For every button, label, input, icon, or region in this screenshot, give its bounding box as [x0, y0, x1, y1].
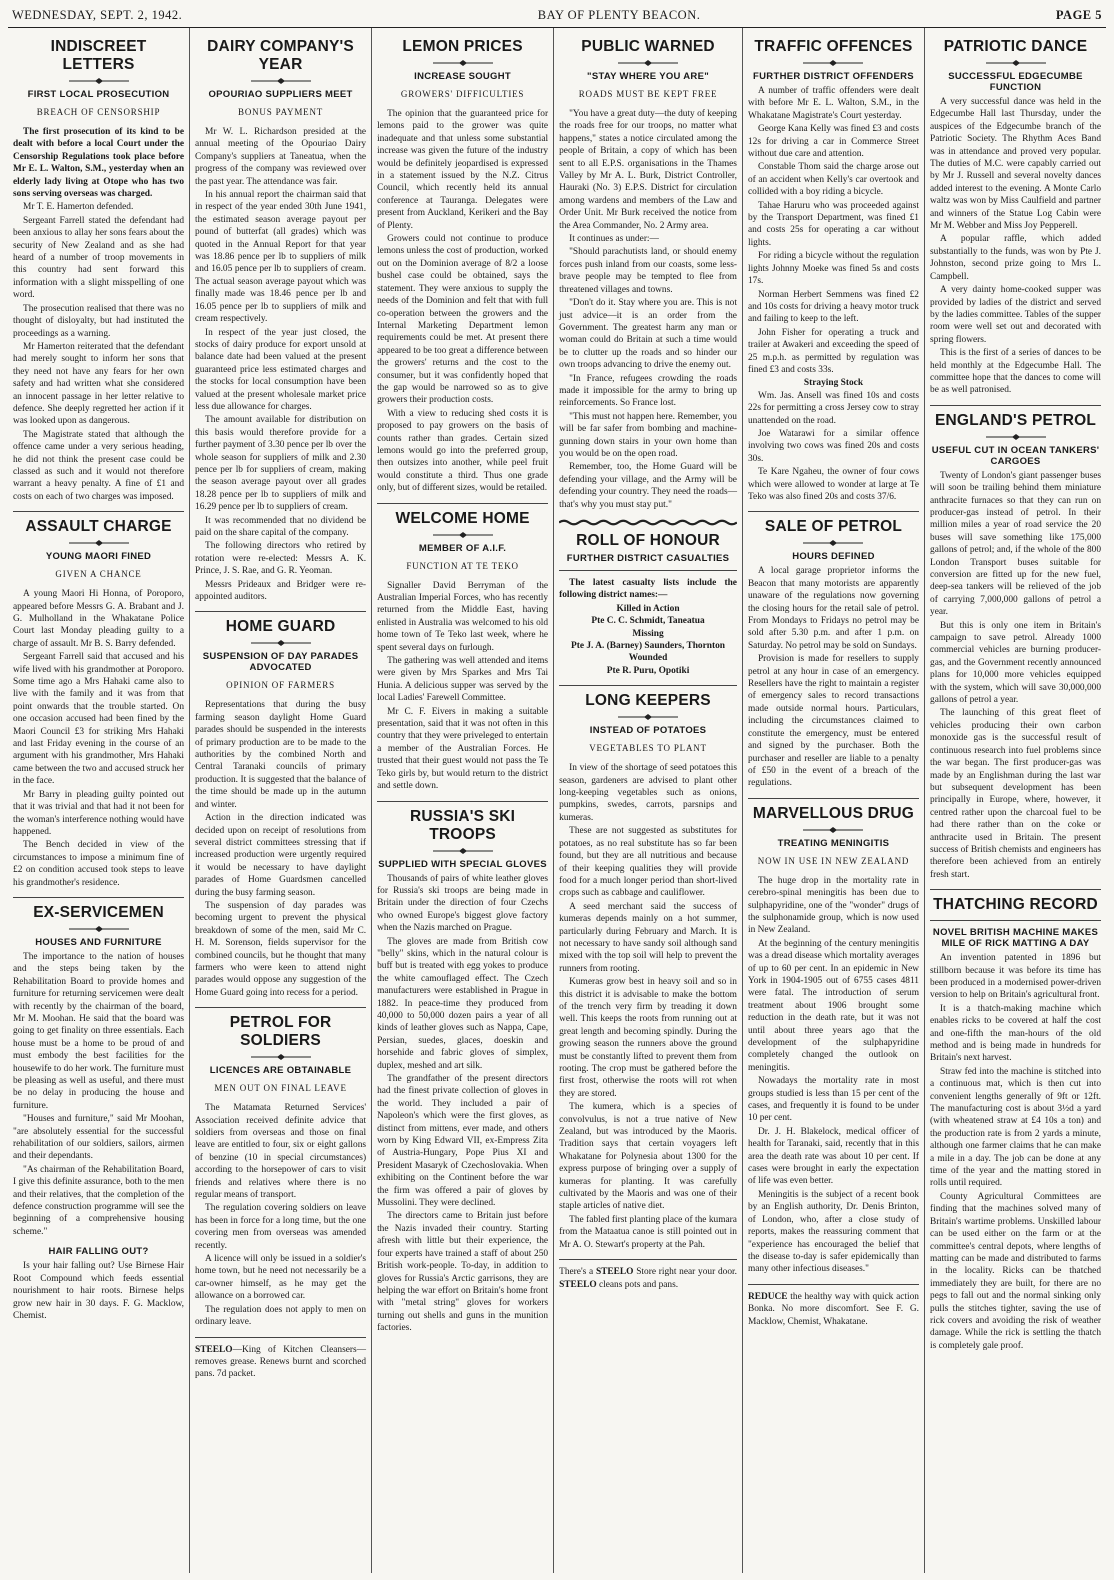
ornament-divider: [618, 60, 678, 66]
casualty-category: Killed in Action: [616, 603, 680, 614]
paragraph: Twenty of London's giant passenger buses will soon be trailing behind them miniature anthracite furnaces so that they can run on producer-gas instead of petrol. In their million miles a year of road service the 20 buses will save something like 175,000 gallons of petrol; and, if the whole of the 800 London Transport buses suitable for conversion are fitted up for the new fuel, deep-sea tankers will be relieved of the job of carrying 7,000,000 gallons of petrol a year.: [930, 470, 1102, 618]
paragraph: A seed merchant said the success of kumeras depends mainly on a hot summer, particularly during February and March. It is not necessary to have sandy soil although sand mixed with the top soil will help to prevent the runners from rooting.: [559, 901, 737, 974]
paragraph: Nowadays the mortality rate in most groups studied is less than 15 per cent of the cases, and frequently it is found to be under 10 per cent.: [747, 1076, 919, 1124]
subheadline-secondary: GROWERS' DIFFICULTIES: [400, 89, 525, 99]
paragraph: "In France, refugees crowding the roads made it impossible for the army to bring up reinforcements. So France lost.: [559, 373, 737, 409]
paragraph: The suspension of day parades was becoming urgent to prevent the physical breakdown of some of the men, said Mr C. H. M. Sorenson, fields supervisor for the combined councils, but he thought that many farmers who were keen to attend night parades would oppose any suggestion of the Home Guard going into recess for a period.: [195, 900, 367, 998]
page-number: PAGE 5: [1055, 7, 1102, 22]
paragraph: With a view to reducing shed costs it is proposed to pay growers on the basis of counts rather than grades. Certain sized lemons would go into the preferred group, then outsizes into another, while peel fruit would constitute a third. Thus one grade only, but of different sizes, would be retailed.: [377, 408, 549, 494]
subheadline: HOUSES AND FURNITURE: [35, 936, 162, 948]
advert-brand: STEELO: [195, 1344, 233, 1355]
paragraph: The importance to the nation of houses and the steps being taken by the Rehabilitation Board to provide homes and furniture for returning servicemen were dealt with recently by the chairman of the board, Mr M. Moohan. He said that the board was going to get finality on three essentials. Each house must be a home to be proud of and must embody the best facilities for the housewife to do her work. The furniture must be pleasing as well as useful, and there must be no delay in producing the house and furniture.: [13, 951, 185, 1111]
paragraph: Constable Thom said the charge arose out of an accident when Kelly's car overtook and collided with a boy riding a bicycle.: [747, 162, 919, 198]
headline: ROLL OF HONOUR: [576, 532, 720, 549]
column-rule: [377, 503, 548, 504]
advert-hair-falling-out: [13, 1246, 184, 1322]
column-rule: [195, 1007, 366, 1008]
headline: WELCOME HOME: [395, 509, 530, 527]
ornament-divider: [803, 540, 863, 546]
issue-date: WEDNESDAY, SEPT. 2, 1942.: [12, 7, 183, 22]
subheadline: SUPPLIED WITH SPECIAL GLOVES: [378, 858, 547, 870]
headline: PUBLIC WARNED: [581, 38, 715, 55]
paragraph: "As chairman of the Rehabilitation Board, I give this definite assurance, both to the men and their relatives, that the completion of the defence construction programme will see the beginning of a comprehensive housing scheme.": [13, 1164, 185, 1237]
advert-brand: STEELO: [559, 1279, 597, 1290]
paragraph: A very dainty home-cooked supper was provided by ladies of the district and served by the ladies committee. Tables of the supper room were well set out and decorated with spring flowers.: [930, 285, 1102, 345]
paragraph: A licence will only be issued in a soldier's home town, but he need not necessarily be a car-owner himself, as he may get the allowance on a borrowed car.: [195, 1254, 367, 1302]
paragraph: Sergeant Farrell said that accused and his wife lived with his grandmother at Poroporo. Some time ago a Mrs Hahaki came also to live with the family and it was from that point onwards that the trouble started. On one occasion accused had been fined by the Maori Council £3 for striking Mrs Hahaki and last Friday evening in the course of an argument with his grandmother, Mrs Hahaki came between the two and accused struck her in the face.: [13, 652, 185, 787]
headline: SALE OF PETROL: [764, 518, 903, 536]
headline: HOME GUARD: [225, 618, 336, 636]
article-englands-petrol: [930, 412, 1101, 881]
article-public-warned: [559, 38, 737, 511]
paragraph: Joe Watarawi for a similar offence involving two cows was fined 20s and costs 30s.: [747, 428, 919, 464]
headline: RUSSIA'S SKI TROOPS: [410, 807, 516, 843]
article-thatching-record: [930, 896, 1101, 1352]
paragraph: Mr T. E. Hamerton defended.: [23, 202, 134, 213]
subheadline-secondary: BREACH OF CENSORSHIP: [36, 107, 161, 117]
ornament-divider: [251, 640, 311, 646]
advert-text: There's a: [559, 1267, 596, 1278]
paragraph: The Matamata Returned Services' Association received definite advice that soldiers from overseas and those on final leave are entitled to four, six or eight gallons of benzine (10 in special circumstances) according to the horsepower of cars to visit friends and relatives where there is no regular means of transport.: [195, 1103, 367, 1201]
column-rule: [930, 920, 1101, 921]
newspaper-title: BAY OF PLENTY BEACON.: [537, 7, 701, 22]
casualty-name: Pte J. A. (Barney) Saunders, Thornton: [571, 641, 726, 652]
paragraph: In view of the shortage of seed potatoes this season, gardeners are advised to plant other long-keeping vegetables such as onions, pumpkins, swedes, carrots, parsnips and kumeras.: [559, 763, 737, 823]
casualty-category: Wounded: [628, 653, 668, 664]
ornament-divider: [69, 540, 129, 546]
headline: PATRIOTIC DANCE: [943, 38, 1088, 55]
advert-steelo: [195, 1344, 366, 1381]
headline: EX-SERVICEMEN: [33, 903, 164, 921]
ornament-divider: [251, 1054, 311, 1060]
column-rule: [748, 1284, 919, 1285]
paragraph: Mr Barry in pleading guilty pointed out that it was trivial and that had it not been for the woman's interference nothing would have happened.: [13, 789, 185, 837]
subheadline: HOURS DEFINED: [792, 551, 875, 563]
subheadline-secondary: FUNCTION AT TE TEKO: [406, 560, 519, 571]
paragraph: Action in the direction indicated was decided upon on receipt of resolutions from several district committees stressing that if increased production were urgently required it would be necessary to have daylight parades of Home Guardsmen cancelled during the busy farming season.: [195, 813, 367, 898]
paragraph: County Agricultural Committees are finding that the machines solved many of Britain's wartime problems. Unskilled labour can be used either on the farm or at the committee's central depots, where lengths of matting can be made and distributed to farms in the locality. Ricks can be thatched immediately they are built, for there are no pegs to fall out and the normal sinking only pulls the stitches tighter, saving the use of rick covers and avoiding the risk of weather damage. While the rick is settling the thatch is completely gale proof.: [930, 1191, 1102, 1351]
casualty-name: Pte R. Puru, Opotiki: [606, 665, 690, 676]
subheadline: USEFUL CUT IN OCEAN TANKERS' CARGOES: [931, 444, 1100, 467]
subheadline: FURTHER DISTRICT CASUALTIES: [566, 553, 730, 564]
ornament-divider: [803, 60, 863, 66]
paragraph: These are not suggested as substitutes for potatoes, as no real substitute has so far been found, but they are all nutritious and because of their keeping qualities they will provide food for a much longer period than short-lived crops such as cabbage and cauliflower.: [559, 826, 737, 899]
subheadline: LICENCES ARE OBTAINABLE: [209, 1065, 352, 1077]
paragraph: In respect of the year just closed, the stocks of dairy produce for export unsold at balance date had been valued at the present guaranteed price less estimated charges and the stocks for local consumption have been valued at the present wholesale market price less due allowance for charges.: [195, 327, 367, 412]
headline: TRAFFIC OFFENCES: [754, 38, 913, 55]
paragraph: The first prosecution of its kind to be dealt with before a local Court under the Censorship Regulations took place before Mr E. L. Walton, S.M., yesterday when an elderly lady living at Otope who has two sons serving overseas was charged.: [13, 127, 185, 200]
article-roll-of-honour: [559, 532, 737, 677]
subheadline: FURTHER DISTRICT OFFENDERS: [753, 71, 914, 82]
paragraph: An invention patented in 1896 but stillborn because it was before its time has been produced in a modernised power-driven version to help on Britain's agricultural front.: [930, 953, 1102, 1001]
paragraph: Tahae Haruru who was proceeded against by the Transport Department, was fined £1 and costs 25s for operating a car without lights.: [747, 200, 919, 248]
advert-brand: REDUCE: [747, 1291, 788, 1302]
column-2: [189, 28, 371, 1573]
paragraph: For riding a bicycle without the regulation lights Johnny Moeke was fined 5s and costs 17s.: [747, 251, 919, 287]
paragraph: It was recommended that no dividend be paid on the share capital of the company.: [195, 515, 367, 538]
paragraph: It continues as under:—: [569, 234, 659, 245]
subheadline: YOUNG MAORI FINED: [45, 551, 152, 563]
paragraph: A local garage proprietor informs the Beacon that many motorists are apparently unaware of the regulations now governing the closing hours for the retail sale of petrol. From Mondays to Fridays no petrol may be sold after 5.30 p.m. and after 1 p.m. on Saturday. No petrol may be sold on Sundays.: [747, 566, 919, 651]
advert-text: —King of Kitchen Cleansers—removes grease. Renews burnt and scorched pans. 7d packet.: [195, 1344, 367, 1380]
subheadline: OPOURIAO SUPPLIERS MEET: [208, 89, 353, 100]
casualty-name: Pte C. C. Schmidt, Taneatua: [591, 616, 705, 627]
advert-reduce-bonka: [748, 1291, 919, 1328]
paragraph: The following directors who retired by rotation were re-elected: Messrs A. K. Prince, J. S. Rae, and G. R. Yeoman.: [195, 541, 367, 577]
subheadline: "STAY WHERE YOU ARE": [587, 71, 710, 82]
advert-heading: HAIR FALLING OUT?: [48, 1246, 149, 1258]
paragraph: Straw fed into the machine is stitched into a continuous mat, which is then cut into convenient lengths generally of 9ft or 12ft. The manufacturing cost is about 3½d a yard (with wheatened straw at £4 10s a ton) and the production rate is from 2 yards a minute, although one farmer claims that he can make a mile in a day. The job can be done at any time of the year and the matting stored in rolls until required.: [930, 1066, 1102, 1189]
casualty-category: Missing: [632, 628, 664, 639]
article-ex-servicemen: [13, 904, 184, 1238]
paragraph: The opinion that the guaranteed price for lemons paid to the grower was quite inadequate and that unless some substantial increase was given the future of the industry would be definitely jeopardised is expressed in a statement issued by the N.Z. Citrus Council, which recently held its annual conference at Tauranga. Delegates were present from Auckland, Kerikeri and the Bay of Plenty.: [377, 109, 549, 231]
subheadline: MEMBER OF A.I.F.: [418, 542, 507, 554]
headline: THATCHING RECORD: [933, 896, 1098, 914]
paragraph: Te Kare Ngaheu, the owner of four cows which were allowed to wonder at large at Te Teko was also fined 20s and costs 37/6.: [747, 467, 919, 502]
paragraph: The fabled first planting place of the kumara from the Mataatua canoe is still pointed out in Mr A. O. Stewart's property at the Pah.: [559, 1214, 737, 1250]
article-welcome-home: [377, 510, 548, 793]
article-dairy-company: [195, 38, 366, 603]
paragraph: The grandfather of the present directors had the finest private collection of gloves in the world. They included a pair of Napoleon's which were the first gloves, as distinct from mittens, ever made, and others worn by King Edward VII, ex-Empress Zita of Austria-Hungary, Pope Pius XI and President Masaryk of Czechoslovakia. When exhibiting on the Continent before the war the firm was offered a pair of gloves by Mussolini. They were declined.: [377, 1074, 549, 1209]
masthead: [8, 6, 1106, 28]
paragraph: Mr C. F. Eivers in making a suitable presentation, said that it was not often in this country that they were priveleged to entertain a member of the Australian Forces. He trusted that their guest would not pass the Te Teko girls by, but would return to the district and settle down.: [377, 706, 549, 792]
column-rule: [559, 685, 737, 686]
headline: ASSAULT CHARGE: [25, 518, 172, 536]
paragraph: The directors came to Britain just before the Nazis invaded their country. Starting afresh with little but their experience, the four experts have trained a staff of about 250 British work-people. To-day, in addition to gloves for Russia's Arctic garrisons, they are helping the war effort on Britain's home front with "metal string" gloves for workers turning out shells and guns in the munition factories.: [377, 1211, 549, 1334]
paragraph: A very successful dance was held in the Edgecumbe Hall last Thursday, under the auspices of the Edgecumbe branch of the Patriotic Society. The Rhythm Aces Band was in attendance and proved very popular. The duties of M.C. were capably carried out by Mr J. Russell and several novelty dances added interest to the evening. A Monte Carlo waltz was won by Miss Caulfield and partner and winners of the Statue Log Cabin were Mr M. Webber and Miss Joy Pepperell.: [930, 97, 1102, 232]
paragraph: The prosecution realised that there was no thought of disloyalty, but had instituted the proceedings as a warning.: [13, 303, 185, 339]
subheadline-secondary: MEN OUT ON FINAL LEAVE: [214, 1083, 347, 1094]
paragraph: "You have a great duty—the duty of keeping the roads free for our troops, no matter what happens," states a notice circulated among the people of Britain, a copy of which has been sent to all E.P.S. organisations in the Thames Valley by Mr A. L. Burk, District Controller, Hauraki (No. 3) E.P.S. District for circulation among wardens and members of the Law and Order Unit. Mr Burk received the notice from the Area Commander, No. 2 Army area.: [559, 109, 737, 231]
paragraph: Remember, too, the Home Guard will be defending your village, and the Army will be defending your country. They need the roads—that's why you must stay put.": [559, 462, 737, 510]
paragraph: "This must not happen here. Remember, you will be far safer from bombing and machine-gunning down stairs in your own home than you would be on the open road.: [559, 411, 737, 459]
ornament-divider: [251, 78, 311, 84]
paragraph: The Magistrate stated that although the offence came under a very serious heading, he did not think the present case could be classed as such and it would not therefore warrant a heavy penalty. A fine of £1 and costs on each of two charges was imposed.: [13, 429, 185, 502]
ornament-divider: [69, 78, 129, 84]
paragraph: The gathering was well attended and items were given by Mrs Sparkes and Mrs Tai Hunia. A delicious supper was served by the local Ladies' Farewell Committee.: [377, 656, 549, 704]
columns: [8, 28, 1106, 1573]
column-rule: [748, 511, 919, 512]
paragraph: Representations that during the busy farming season daylight Home Guard parades should be suspended in the interests of primary production are to be made to the authorities by the combined North and Central Taranaki councils of primary production. It is suggested that the balance of the time should be made up in the autumn and winter.: [195, 700, 367, 810]
subheadline: INCREASE SOUGHT: [414, 71, 512, 82]
headline: LONG KEEPERS: [585, 692, 711, 710]
paragraph: "Houses and furniture," said Mr Moohan, "are absolutely essential for the successful rehabilitation of our soldiers, sailors, airmen and their dependants.: [13, 1114, 185, 1162]
ornament-divider: [433, 532, 493, 538]
article-petrol-for-soldiers: [195, 1014, 366, 1328]
paragraph: George Kana Kelly was fined £3 and costs 12s for driving a car in Commerce Street without due care and attention.: [747, 124, 919, 160]
paragraph: A popular raffle, which added substantially to the funds, was won by Pte J. Johnston, second prize going to Mrs L. Campbell.: [930, 234, 1102, 282]
wavy-divider: [559, 519, 737, 526]
advert-brand: STEELO: [595, 1267, 634, 1278]
paragraph: The amount available for distribution on this basis would therefore provide for a further payment of 3.30 pence per lb over the whole season for suppliers of milk and 2.30 pence per lb for suppliers of cream, making the season average payout over all grades 18.28 pence per lb to suppliers of milk and 16.29 pence per lb to suppliers of cream.: [195, 415, 367, 513]
ornament-divider: [433, 848, 493, 854]
subheadline: SUSPENSION OF DAY PARADES ADVOCATED: [202, 651, 359, 674]
headline: ENGLAND'S PETROL: [935, 411, 1097, 429]
article-sale-of-petrol: [748, 518, 919, 789]
paragraph: But this is only one item in Britain's campaign to save petrol. Already 1000 commercial vehicles are burning producer-gas, and the Government recently announced plans for 10,000 more vehicles equipped with the system, which will save 30,000,000 gallons of petrol a year.: [930, 620, 1102, 706]
subheadline: FIRST LOCAL PROSECUTION: [27, 89, 170, 100]
ornament-divider: [618, 714, 678, 720]
column-rule: [559, 1259, 737, 1260]
column-rule: [930, 889, 1101, 890]
paragraph: The Bench decided in view of the circumstances to impose a minimum fine of £2 on condition accused took steps to leave his grandmother's residence.: [13, 840, 185, 888]
column-4: [553, 28, 742, 1573]
paragraph: Wm. Jas. Ansell was fined 10s and costs 22s for permitting a cross Jersey cow to stray unattended on the road.: [747, 390, 919, 426]
headline: MARVELLOUS DRUG: [752, 804, 915, 822]
ornament-divider: [433, 60, 493, 66]
paragraph: The kumera, which is a species of convolvulus, is not a true native of New Zealand, but was introduced by the Maoris. Tradition says that certain voyagers left Whakatane for Polynesia about 1300 for the express purpose of bringing over a supply of kumeras for planting. It was carefully cultivated by the Maoris and was one of their staple articles of native diet.: [559, 1102, 737, 1212]
subheadline-secondary: VEGETABLES TO PLANT: [589, 743, 707, 754]
article-assault-charge: [13, 518, 184, 889]
paragraph: Growers could not continue to produce lemons unless the cost of production, worked out on the Dominion average of 8/2 a loose bushel case could be obtained, says the statement. They were anxious to supply the needs of the Dominion and felt that with full co-operation between the growers and the Internal Marketing Department lemon requirements could be met. At present there appeared to be too great a difference between the growers' returns and the cost to the consumer, but it was confidently hoped that the gap would be narrowed so as to give growers their production costs.: [377, 234, 549, 406]
column-5: [742, 28, 924, 1573]
advert-text: cleans pots and pans.: [596, 1279, 679, 1290]
headline: DAIRY COMPANY'S YEAR: [207, 38, 354, 73]
paragraph: "Should parachutists land, or should enemy forces push inland from our coasts, some less-brave people may be tempted to flee from threatened villages and towns.: [559, 247, 737, 295]
paragraph: John Fisher for operating a truck and trailer at Awakeri and exceeding the speed of 25 m.p.h. as permitted by regulation was fined £3 and costs 33s.: [747, 327, 919, 375]
paragraph: Messrs Prideaux and Bridger were re-appointed auditors.: [195, 579, 367, 603]
paragraph: Kumeras grow best in heavy soil and so in this district it is advisable to make the bottom of the trench very firm by treading it down well. This keeps the roots from running out at great length and becoming spindly. During the growing season the runners above the ground must be constantly lifted to prevent them from rooting. The crop must be gathered before the first frost, otherwise the roots will rot when they are stored.: [559, 977, 737, 1099]
column-rule: [195, 611, 366, 612]
paragraph: Meningitis is the subject of a recent book by an English authority, Dr. Denis Brinton, of London, who, after a close study of reports, makes the reassuring comment that "experience has encouraged the belief that the disease to-day is safer epidemically than many other infectious diseases.": [747, 1189, 919, 1275]
subheadline-secondary: OPINION OF FARMERS: [226, 680, 335, 691]
subheadline: TREATING MENINGITIS: [777, 837, 890, 849]
paragraph: Dr. J. H. Blakelock, medical officer of health for Taranaki, said, recently that in this area the death rate was about 10 per cent. If cases were brought in early the expectation of life was even better.: [747, 1126, 919, 1187]
article-patriotic-dance: [930, 38, 1101, 397]
article-long-keepers: [559, 692, 737, 1251]
ornament-divider: [986, 60, 1046, 66]
paragraph: Mr Hamerton reiterated that the defendant had merely sought to inform her sons that they need not have any fears for her own safety and had written what she considered an innocent passage in her letter relative to defence. She deeply regretted her action if it was looked upon as dangerous.: [13, 341, 185, 427]
paragraph: Thousands of pairs of white leather gloves for Russia's ski troops are being made in Britain under the direction of four Czechs who owned Europe's biggest glove factory when the Nazis marched on Prague.: [377, 873, 549, 934]
paragraph: Sergeant Farrell stated the defendant had been anxious to allay her sons fears about the security of New Zealand and as she had heard of a number of troop movements in this country had sent forward this information with a slight misspelling of one word.: [13, 215, 185, 301]
subheadline-secondary: BONUS PAYMENT: [238, 107, 324, 117]
subheadline-secondary: NOW IN USE IN NEW ZEALAND: [757, 855, 910, 866]
paragraph: A number of traffic offenders were dealt with before Mr E. L. Walton, S.M., in the Whakatane Magistrate's Court yesterday.: [747, 86, 919, 121]
paragraph: A young Maori Hi Honna, of Poroporo, appeared before Messrs G. A. Brabant and J. G. Mulholland in the Whakatane Police Court last Monday pleading guilty to a charge of assault. Mr B. S. Barry defended.: [13, 589, 185, 649]
article-indiscreet-letters: [13, 38, 184, 503]
paragraph: "Don't do it. Stay where you are. This is not just advice—it is an order from the Government. The greatest harm any man or woman could do Britain at such a time would be to clutter up the roads and so hinder our own troops advancing to drive the enemy out.: [559, 298, 737, 371]
paragraph: The latest casualty lists include the following district names:—: [559, 578, 737, 601]
paragraph: This is the first of a series of dances to be held monthly at the Edgecumbe Hall. The committee hope that the dances to come will be as well patronised.: [930, 348, 1102, 396]
column-rule: [13, 897, 184, 898]
headline: LEMON PRICES: [402, 38, 523, 55]
column-rule: [748, 798, 919, 799]
headline: INDISCREET LETTERS: [50, 38, 147, 73]
subheadline-secondary: ROADS MUST BE KEPT FREE: [578, 89, 718, 99]
paragraph: The regulation covering soldiers on leave has been in force for a long time, but the one covering men from overseas was amended recently.: [195, 1203, 367, 1251]
advert-text: Store right near your door.: [633, 1267, 737, 1278]
paragraph: The regulation does not apply to men on ordinary leave.: [195, 1304, 367, 1328]
paragraph: At the beginning of the century meningitis was a dread disease which mortality averages of up to 60 per cent. In an epidemic in New York in 1904-1905 out of 6755 cases 4811 were fatal. The introduction of serum treatment about 1906 brought some reduction in the death rate, but it was not until about three years ago that the development of the sulphapyridine completely changed the outlook on meningitis.: [747, 938, 919, 1073]
advert-text: Is your hair falling out? Use Birnese Hair Root Compound which feeds essential nourishment to hair roots. Birnese helps grow new hair in 30 days. F. G. Macklow, Chemist.: [13, 1261, 185, 1321]
column-rule: [195, 1337, 366, 1338]
column-3: [371, 28, 553, 1573]
advert-text: the healthy way with quick action Bonka. No more discomfort. See F. G. Macklow, Chemist, Whakatane.: [747, 1291, 919, 1327]
article-lemon-prices: [377, 38, 548, 495]
subheadline: INSTEAD OF POTATOES: [589, 725, 707, 737]
column-1: [8, 28, 189, 1573]
subheadline: NOVEL BRITISH MACHINE MAKES MILE OF RICK MATTING A DAY: [932, 927, 1099, 950]
paragraph: Signaller David Berryman of the Australian Imperial Forces, who has recently returned from the Middle East, having enlisted in Australia was welcomed to his old home town of Te Teko last week, where he spent several days on furlough.: [377, 580, 549, 653]
headline: PETROL FOR SOLDIERS: [229, 1014, 332, 1050]
subheadline-secondary: GIVEN A CHANCE: [55, 569, 142, 580]
paragraph: In his annual report the chairman said that in respect of the year ended 30th June 1941, the estimated season average payout per pound of butterfat (all grades) which was quoted in the Annual Report for that year was 18.86 pence per lb to suppliers of milk and 16.05 pence per lb to suppliers of cream. The actual season average payout which was finally made was 18.46 pence per lb and 16.05 pence per lb to suppliers of milk and cream respectively.: [195, 190, 367, 325]
paragraph: It is a thatch-making machine which enables ricks to be covered at half the cost and one-fifth the man-hours of the old method and is being made in hundreds for Britain's next harvest.: [930, 1003, 1102, 1064]
paragraph: Provision is made for resellers to supply petrol at any hour in case of an emergency. Resellers have the right to maintain a register of emergency sales to record transactions made outside normal hours. Particulars, including the circumstances claimed to constitute the emergency, must be entered and signed by the purchaser. Both the purchaser and reseller are liable to a penalty of £50 in the event of a breach of the regulations.: [747, 654, 919, 789]
article-traffic-offences: [748, 38, 919, 503]
ornament-divider: [69, 926, 129, 932]
paragraph: Norman Herbert Semmens was fined £2 and 10s costs for driving a heavy motor truck and failing to keep to the left.: [747, 289, 919, 325]
subheadline: SUCCESSFUL EDGECUMBE FUNCTION: [948, 71, 1083, 93]
paragraph: Mr W. L. Richardson presided at the annual meeting of the Opouriao Dairy Company's suppliers at Taneatua, when the progress of the company was reviewed over the past year. The attendance was fair.: [195, 127, 367, 187]
ornament-divider: [803, 827, 863, 833]
article-russias-ski-troops: [377, 808, 548, 1335]
column-rule: [13, 511, 184, 512]
ornament-divider: [986, 434, 1046, 440]
column-rule: [930, 405, 1101, 406]
section-subhead: Straying Stock: [803, 378, 864, 389]
column-rule: [559, 570, 737, 571]
article-marvellous-drug: [748, 805, 919, 1276]
paragraph: The huge drop in the mortality rate in cerebro-spinal meningitis has been due to sulphapyridine, one of the "wonder" drugs of the sulphonamide group, which is now used in New Zealand.: [747, 875, 919, 936]
paragraph: The launching of this great fleet of vehicles producing their own carbon monoxide gas is the successful result of continuous research into fuel problems since the war began. The first producer-gas was made by an Englishman during the last war but subsequent development has been principally in Europe, where, however, it centred rather upon the charcoal fuel to be had there rather than on the coke or anthracite used in Britain. The present success of British chemists and engineers has therefore been achieved from an entirely fresh start.: [930, 708, 1102, 880]
column-6: [924, 28, 1106, 1573]
advert-steelo-store: [559, 1266, 737, 1291]
article-home-guard: [195, 618, 366, 999]
paragraph: The gloves are made from British cow "belly" skins, which in the natural colour is buff but is treated with egg yokes to produce the white camouflaged effect. The Czech manufacturers were established in Prague in 1882. In peace-time they produced from 40,000 to 50,000 dozen pairs a year of all kinds of leather gloves such as Nappa, Cape, Persian, suedes, glaces, doeskin and horsehide and fabric gloves of simplex, duplex, meshed and art silk.: [377, 936, 549, 1071]
column-rule: [377, 801, 548, 802]
